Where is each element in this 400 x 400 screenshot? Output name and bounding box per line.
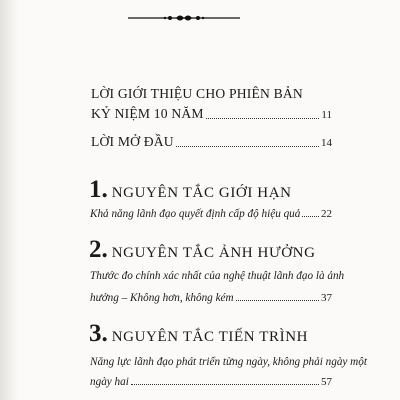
chapter-1-heading[interactable] [89, 176, 292, 204]
chapter-3-entry[interactable] [90, 376, 332, 388]
page-number: 22 [321, 208, 332, 220]
toc-entry-intro-title-line2: KỶ NIỆM 10 NĂM [91, 106, 204, 121]
dot-leader [236, 299, 319, 301]
page-number: 57 [321, 376, 332, 388]
chapter-number: 3. [89, 320, 108, 347]
chapter-title: NGUYÊN TẮC TIẾN TRÌNH [111, 329, 309, 345]
chapter-title: NGUYÊN TẮC ẢNH HƯỞNG [111, 245, 316, 261]
page-number: 11 [321, 109, 332, 121]
toc-entry-intro-title-line1: LỜI GIỚI THIỆU CHO PHIÊN BẢN [91, 86, 303, 101]
dot-leader [131, 383, 319, 385]
chapter-description-line1: Thước đo chính xác nhất của nghệ thuật lãnh đạo là ảnh [90, 270, 345, 282]
toc-entry-preface[interactable] [91, 134, 332, 150]
chapter-2-entry[interactable] [90, 292, 332, 304]
page-number: 14 [321, 137, 332, 149]
chapter-description-line2: ngày hai [90, 376, 129, 388]
chapter-2-heading[interactable] [89, 236, 316, 264]
dot-leader [176, 145, 319, 147]
chapter-number: 2. [89, 236, 108, 263]
chapter-title: NGUYÊN TẮC GIỚI HẠN [111, 185, 292, 201]
chapter-number: 1. [89, 176, 108, 203]
dot-leader [302, 215, 319, 217]
page-number: 37 [321, 292, 332, 304]
toc-entry-preface-title: LỜI MỞ ĐẦU [91, 134, 174, 149]
chapter-3-heading[interactable] [89, 320, 308, 348]
chapter-1-entry[interactable] [90, 208, 332, 220]
dot-leader [206, 117, 320, 119]
chapter-description: Khả năng lãnh đạo quyết định cấp độ hiệu quả [90, 208, 301, 220]
chapter-description-line2: hưởng – Không hơn, không kém [90, 292, 234, 304]
chapter-description-line1: Năng lực lãnh đạo phát triển từng ngày, không phải ngày một [90, 356, 367, 368]
toc-entry-intro[interactable] [91, 106, 332, 122]
